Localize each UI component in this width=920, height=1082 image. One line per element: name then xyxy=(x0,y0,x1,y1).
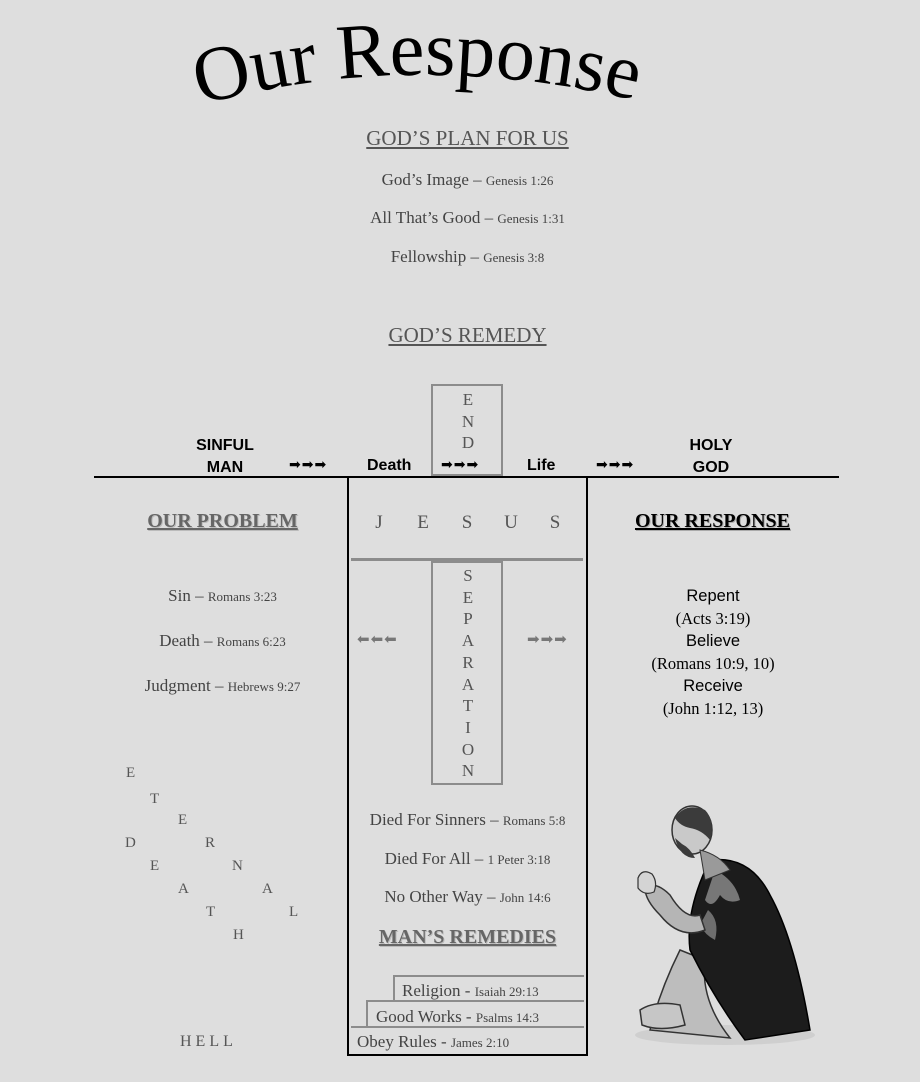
separation-letter: E xyxy=(462,587,474,607)
response-list xyxy=(600,585,826,720)
christ-item-3 xyxy=(349,887,586,907)
life-label: Life xyxy=(527,457,556,474)
separation-letter: R xyxy=(462,652,474,672)
problem-item-text: Judgment – xyxy=(144,676,224,695)
jesus-letter: S xyxy=(461,512,473,533)
separation-letter: A xyxy=(461,631,475,651)
remedy-item-ref: Isaiah 29:13 xyxy=(474,984,539,999)
left-arrows: ⬅⬅⬅ xyxy=(357,632,398,648)
response-line: Repent xyxy=(686,587,740,605)
remedy-item-text: Religion - xyxy=(402,981,471,1000)
separation-letter: S xyxy=(463,566,473,585)
remedy-item-2 xyxy=(376,1007,539,1027)
plan-item-text: All That’s Good – xyxy=(370,208,494,227)
remedy-item-ref: James 2:10 xyxy=(450,1035,510,1050)
eternal-letter: N xyxy=(232,858,243,874)
separation-letter: I xyxy=(465,717,471,737)
response-line: Believe xyxy=(685,632,741,650)
arrows-right-2: ➡➡➡ xyxy=(441,458,480,473)
hell-label: HELL xyxy=(180,1033,237,1050)
problem-heading: OUR PROBLEM xyxy=(147,510,298,532)
god-label: GOD xyxy=(692,459,730,476)
page-title xyxy=(180,20,700,130)
remedy-item-text: Obey Rules - xyxy=(357,1032,447,1051)
response-heading: OUR RESPONSE xyxy=(634,510,791,532)
jesus-letter: U xyxy=(504,512,518,533)
plan-item-text: God’s Image – xyxy=(381,170,482,189)
jesus-letter: E xyxy=(417,512,429,533)
christ-item-text: Died For Sinners – xyxy=(369,810,499,829)
problem-item-text: Sin – xyxy=(168,586,204,605)
jesus-letter: J xyxy=(375,512,383,533)
christ-item-ref: John 14:6 xyxy=(499,890,551,905)
holy-god-label xyxy=(660,435,762,479)
response-line: (Acts 3:19) xyxy=(675,608,751,628)
problem-item-ref: Romans 6:23 xyxy=(216,634,286,649)
plan-item-ref: Genesis 1:31 xyxy=(497,211,565,226)
plan-item-1 xyxy=(270,170,665,190)
death-letter: T xyxy=(206,904,216,920)
christ-item-text: No Other Way – xyxy=(384,887,496,906)
end-letter: N xyxy=(461,411,475,431)
praying-man-figure xyxy=(620,800,830,1050)
sinful-man-label xyxy=(170,435,280,479)
end-letter: D xyxy=(461,433,475,453)
plan-item-ref: Genesis 3:8 xyxy=(483,250,545,265)
arrows-right-3: ➡➡➡ xyxy=(596,458,635,473)
death-letter: A xyxy=(178,881,189,897)
eternal-letter: L xyxy=(289,904,299,920)
response-line: (John 1:12, 13) xyxy=(662,698,764,718)
christ-item-text: Died For All – xyxy=(384,849,484,868)
response-line: Receive xyxy=(683,677,743,695)
christ-item-1 xyxy=(349,810,586,830)
right-arrows: ➡➡➡ xyxy=(527,632,568,648)
separation-letter: T xyxy=(462,696,474,716)
holy-label: HOLY xyxy=(689,437,733,454)
page-title-text: Our Response xyxy=(183,20,651,122)
page-title-svg xyxy=(180,20,700,130)
problem-item-ref: Romans 3:23 xyxy=(207,589,277,604)
problem-item-2 xyxy=(100,631,345,651)
response-line: (Romans 10:9, 10) xyxy=(651,653,775,673)
remedy-heading: GOD’S REMEDY xyxy=(388,323,547,347)
death-letter: D xyxy=(125,835,136,851)
problem-item-3 xyxy=(100,676,345,696)
separation-letter: A xyxy=(461,674,475,694)
plan-item-text: Fellowship – xyxy=(390,247,480,266)
death-letter: H xyxy=(233,927,244,943)
plan-item-2 xyxy=(270,208,665,228)
eternal-letter: E xyxy=(126,765,136,781)
christ-item-ref: 1 Peter 3:18 xyxy=(487,852,551,867)
christ-item-2 xyxy=(349,849,586,869)
remedy-item-3 xyxy=(357,1032,509,1052)
end-letter: E xyxy=(462,390,474,409)
plan-item-3 xyxy=(270,247,665,267)
death-label: Death xyxy=(367,457,412,474)
problem-item-1 xyxy=(100,586,345,606)
christ-item-ref: Romans 5:8 xyxy=(502,813,566,828)
eternal-letter: R xyxy=(205,835,216,851)
separation-letter: N xyxy=(461,761,475,781)
death-letter: E xyxy=(150,858,160,874)
remedy-item-ref: Psalms 14:3 xyxy=(475,1010,540,1025)
eternal-letter: E xyxy=(178,812,188,828)
eternal-letter: T xyxy=(150,791,160,807)
problem-item-text: Death – xyxy=(159,631,213,650)
man-label: MAN xyxy=(206,459,244,476)
man-remedies-heading: MAN’S REMEDIES xyxy=(378,926,557,948)
praying-man-svg xyxy=(620,800,830,1050)
end-letters xyxy=(455,389,481,454)
plan-item-ref: Genesis 1:26 xyxy=(485,173,554,188)
sinful-label: SINFUL xyxy=(196,437,254,454)
separation-letters xyxy=(455,565,481,782)
separation-letter: P xyxy=(463,609,473,629)
jesus-letter: S xyxy=(549,512,561,533)
remedy-item-text: Good Works - xyxy=(376,1007,472,1026)
problem-item-ref: Hebrews 9:27 xyxy=(227,679,301,694)
separation-letter: O xyxy=(461,739,475,759)
plan-heading: GOD’S PLAN FOR US xyxy=(366,126,569,150)
eternal-letter: A xyxy=(262,881,273,897)
jesus-word xyxy=(357,512,579,534)
remedy-item-1 xyxy=(402,981,539,1001)
arrows-right-1: ➡➡➡ xyxy=(289,458,328,473)
